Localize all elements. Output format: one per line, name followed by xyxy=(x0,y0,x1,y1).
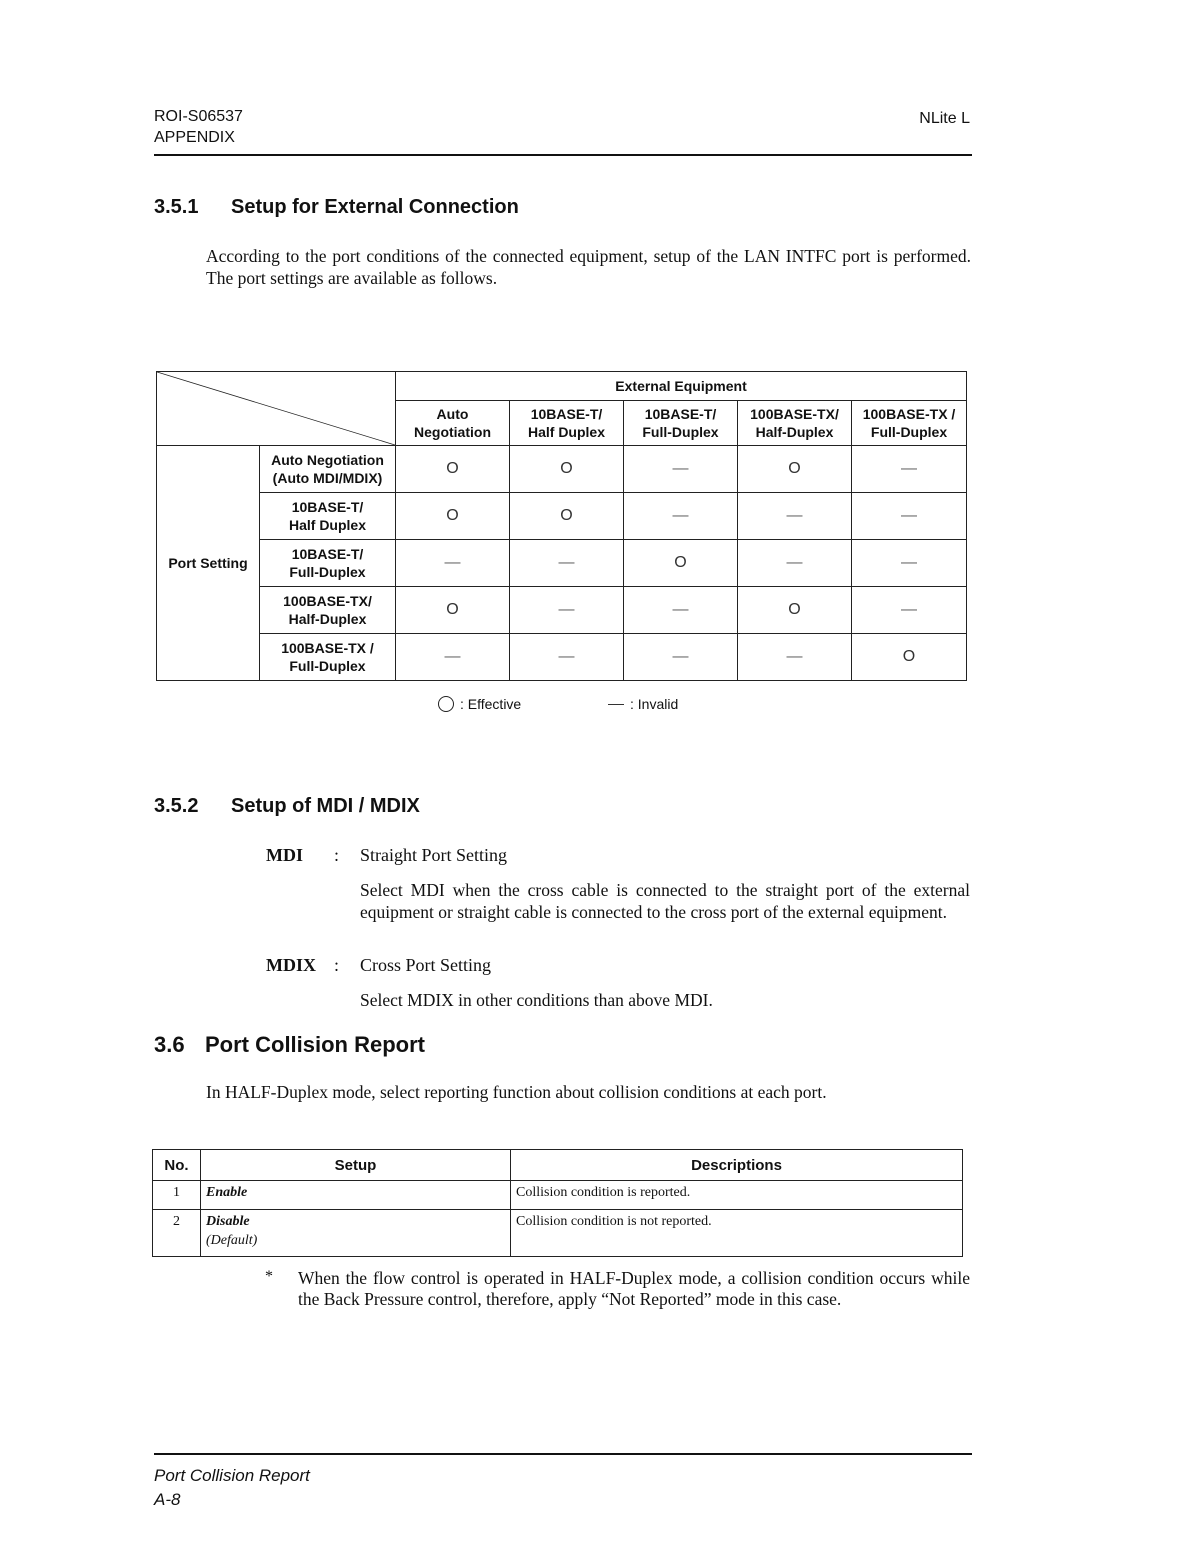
circle-icon xyxy=(438,696,454,712)
section-intro: According to the port conditions of the connected equipment, setup of the LAN INTFC port is performed. The port settings are available as follows. xyxy=(206,246,971,288)
mdi-term: MDI xyxy=(266,845,303,865)
row-header: 10BASE-T/ Full-Duplex xyxy=(260,540,396,587)
doc-section: APPENDIX xyxy=(154,129,235,146)
table-cell: — xyxy=(396,540,510,587)
section-title: Port Collision Report xyxy=(205,1032,425,1057)
dash-icon xyxy=(608,704,624,705)
description-cell: Collision condition is not reported. xyxy=(511,1210,963,1257)
table-cell: — xyxy=(624,634,738,681)
table-cell: O xyxy=(624,540,738,587)
table-cell: — xyxy=(510,587,624,634)
table-cell: — xyxy=(852,540,967,587)
section-number: 3.5.1 xyxy=(154,196,199,218)
table-cell: O xyxy=(852,634,967,681)
table-cell: — xyxy=(738,493,852,540)
table-cell: — xyxy=(852,587,967,634)
column-header: 10BASE-T/ Half Duplex xyxy=(510,401,624,446)
table-cell: — xyxy=(396,634,510,681)
table-header-row xyxy=(153,1150,963,1181)
table-cell: — xyxy=(738,634,852,681)
table-cell: — xyxy=(738,540,852,587)
setup-name: Disable xyxy=(206,1214,250,1229)
section-intro: In HALF-Duplex mode, select reporting function about collision conditions at each port. xyxy=(206,1082,827,1102)
column-header: Auto Negotiation xyxy=(396,401,510,446)
table-cell: — xyxy=(510,634,624,681)
header-rule xyxy=(154,154,972,156)
setup-note: (Default) xyxy=(206,1233,258,1248)
table-cell: — xyxy=(852,493,967,540)
table-cell: — xyxy=(624,587,738,634)
setup-name: Enable xyxy=(206,1185,248,1200)
table-row xyxy=(153,1210,963,1257)
row-header: 100BASE-TX / Full-Duplex xyxy=(260,634,396,681)
mdi-description: Select MDI when the cross cable is connected to the straight port of the external equipment or straight cable is connected to the cross port of the external equipment. xyxy=(360,880,970,922)
legend-effective: : Effective xyxy=(438,696,608,712)
setup-cell xyxy=(201,1181,511,1210)
mdi-colon: : xyxy=(334,845,340,865)
port-setting-label: Port Setting xyxy=(157,446,260,681)
column-header-setup: Setup xyxy=(201,1150,511,1181)
header-left xyxy=(154,106,243,148)
column-header: 10BASE-T/ Full-Duplex xyxy=(624,401,738,446)
table-cell: O xyxy=(396,587,510,634)
collision-report-table xyxy=(152,1149,963,1257)
mdix-term: MDIX xyxy=(266,955,316,975)
section-title: Setup for External Connection xyxy=(231,196,519,218)
section-heading-3-6 xyxy=(154,1032,425,1058)
section-number: 3.6 xyxy=(154,1032,185,1057)
row-header: Auto Negotiation (Auto MDI/MDIX) xyxy=(260,446,396,493)
row-header: 100BASE-TX/ Half-Duplex xyxy=(260,587,396,634)
note-text: When the flow control is operated in HALF-Duplex mode, a collision condition occurs while the Back Pressure control, therefore, apply “Not Reported” mode in this case. xyxy=(298,1268,970,1309)
table-cell: — xyxy=(624,493,738,540)
table-cell: — xyxy=(510,540,624,587)
row-number: 1 xyxy=(153,1181,201,1210)
row-number: 2 xyxy=(153,1210,201,1257)
setup-cell xyxy=(201,1210,511,1257)
page-number: A-8 xyxy=(154,1490,181,1509)
section-heading-3-5-1 xyxy=(154,196,519,219)
column-header: 100BASE-TX / Full-Duplex xyxy=(852,401,967,446)
section-number: 3.5.2 xyxy=(154,795,199,817)
footer-rule xyxy=(154,1453,972,1455)
table-cell: O xyxy=(510,446,624,493)
table-legend xyxy=(438,696,678,712)
table-cell: O xyxy=(396,446,510,493)
mdi-title: Straight Port Setting xyxy=(360,845,508,865)
note-marker: * xyxy=(265,1268,273,1285)
diagonal-line xyxy=(157,372,395,445)
column-header-no: No. xyxy=(153,1150,201,1181)
mdix-description: Select MDIX in other conditions than above MDI. xyxy=(360,990,713,1010)
column-header: 100BASE-TX/ Half-Duplex xyxy=(738,401,852,446)
row-header: 10BASE-T/ Half Duplex xyxy=(260,493,396,540)
product-name: NLite L xyxy=(919,110,970,127)
doc-id: ROI-S06537 xyxy=(154,108,243,125)
table-cell: O xyxy=(396,493,510,540)
port-settings-table xyxy=(156,371,967,681)
section-heading-3-5-2 xyxy=(154,795,420,818)
corner-diagonal-cell xyxy=(157,372,396,446)
column-header-descriptions: Descriptions xyxy=(511,1150,963,1181)
table-cell: — xyxy=(852,446,967,493)
footer-title: Port Collision Report xyxy=(154,1466,310,1485)
table-cell: O xyxy=(738,446,852,493)
table-cell: O xyxy=(738,587,852,634)
description-cell: Collision condition is reported. xyxy=(511,1181,963,1210)
section-title: Setup of MDI / MDIX xyxy=(231,795,420,817)
table-row xyxy=(153,1181,963,1210)
mdix-colon: : xyxy=(334,955,340,975)
table-cell: O xyxy=(510,493,624,540)
mdix-title: Cross Port Setting xyxy=(360,955,492,975)
external-equipment-header: External Equipment xyxy=(396,372,967,401)
table-cell: — xyxy=(624,446,738,493)
legend-invalid: : Invalid xyxy=(608,696,678,712)
